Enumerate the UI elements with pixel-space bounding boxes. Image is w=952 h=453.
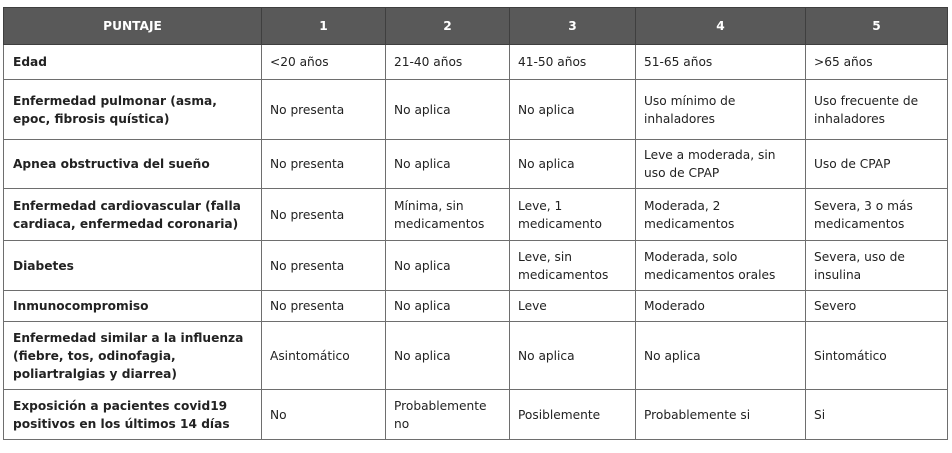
header-score-5: 5 xyxy=(806,8,948,45)
header-score-1: 1 xyxy=(262,8,386,45)
header-criterion: PUNTAJE xyxy=(4,8,262,45)
cell: No presenta xyxy=(262,241,386,291)
row-criterion: Enfermedad pulmonar (asma, epoc, fibrosis quística) xyxy=(4,80,262,140)
cell: No presenta xyxy=(262,80,386,140)
cell: No aplica xyxy=(386,80,510,140)
cell: Probablemente no xyxy=(386,390,510,440)
row-criterion: Edad xyxy=(4,45,262,80)
cell: Moderada, solo medicamentos orales xyxy=(636,241,806,291)
cell: No aplica xyxy=(636,322,806,390)
table-row xyxy=(4,390,948,440)
cell: No aplica xyxy=(386,291,510,322)
bottom-cropped-caption xyxy=(0,447,952,453)
row-criterion: Apnea obstructiva del sueño xyxy=(4,140,262,189)
cell: No aplica xyxy=(510,80,636,140)
cell: No aplica xyxy=(510,322,636,390)
cell: No presenta xyxy=(262,189,386,241)
top-cropped-text xyxy=(0,0,952,6)
header-score-3: 3 xyxy=(510,8,636,45)
row-criterion: Enfermedad similar a la influenza (fiebre, tos, odinofagia, poliartralgias y diarrea) xyxy=(4,322,262,390)
cell: Leve a moderada, sin uso de CPAP xyxy=(636,140,806,189)
cell: 21-40 años xyxy=(386,45,510,80)
cell: Sintomático xyxy=(806,322,948,390)
cell: No aplica xyxy=(386,140,510,189)
header-score-4: 4 xyxy=(636,8,806,45)
cell: Posiblemente xyxy=(510,390,636,440)
cell: Mínima, sin medicamentos xyxy=(386,189,510,241)
row-criterion: Exposición a pacientes covid19 positivos en los últimos 14 días xyxy=(4,390,262,440)
table-row xyxy=(4,291,948,322)
cell: No aplica xyxy=(386,322,510,390)
cell: 51-65 años xyxy=(636,45,806,80)
table-row xyxy=(4,322,948,390)
cell: Asintomático xyxy=(262,322,386,390)
cell: No xyxy=(262,390,386,440)
header-score-2: 2 xyxy=(386,8,510,45)
cell: Probablemente si xyxy=(636,390,806,440)
table-row xyxy=(4,241,948,291)
cell: <20 años xyxy=(262,45,386,80)
cell: Severa, 3 o más medicamentos xyxy=(806,189,948,241)
cell: >65 años xyxy=(806,45,948,80)
cell: No aplica xyxy=(386,241,510,291)
cell: Severa, uso de insulina xyxy=(806,241,948,291)
score-table xyxy=(3,7,948,440)
table-row xyxy=(4,189,948,241)
table-row xyxy=(4,80,948,140)
cell: No presenta xyxy=(262,140,386,189)
cell: Moderada, 2 medicamentos xyxy=(636,189,806,241)
cell: No aplica xyxy=(510,140,636,189)
table-row xyxy=(4,140,948,189)
cell: Uso de CPAP xyxy=(806,140,948,189)
cell: Leve xyxy=(510,291,636,322)
cell: Uso mínimo de inhaladores xyxy=(636,80,806,140)
row-criterion: Inmunocompromiso xyxy=(4,291,262,322)
table-row xyxy=(4,45,948,80)
cell: Uso frecuente de inhaladores xyxy=(806,80,948,140)
cell: Severo xyxy=(806,291,948,322)
cell: Moderado xyxy=(636,291,806,322)
row-criterion: Diabetes xyxy=(4,241,262,291)
cell: 41-50 años xyxy=(510,45,636,80)
cell: Leve, 1 medicamento xyxy=(510,189,636,241)
cell: Leve, sin medicamentos xyxy=(510,241,636,291)
table-header-row xyxy=(4,8,948,45)
cell: No presenta xyxy=(262,291,386,322)
cell: Si xyxy=(806,390,948,440)
row-criterion: Enfermedad cardiovascular (falla cardiaca, enfermedad coronaria) xyxy=(4,189,262,241)
